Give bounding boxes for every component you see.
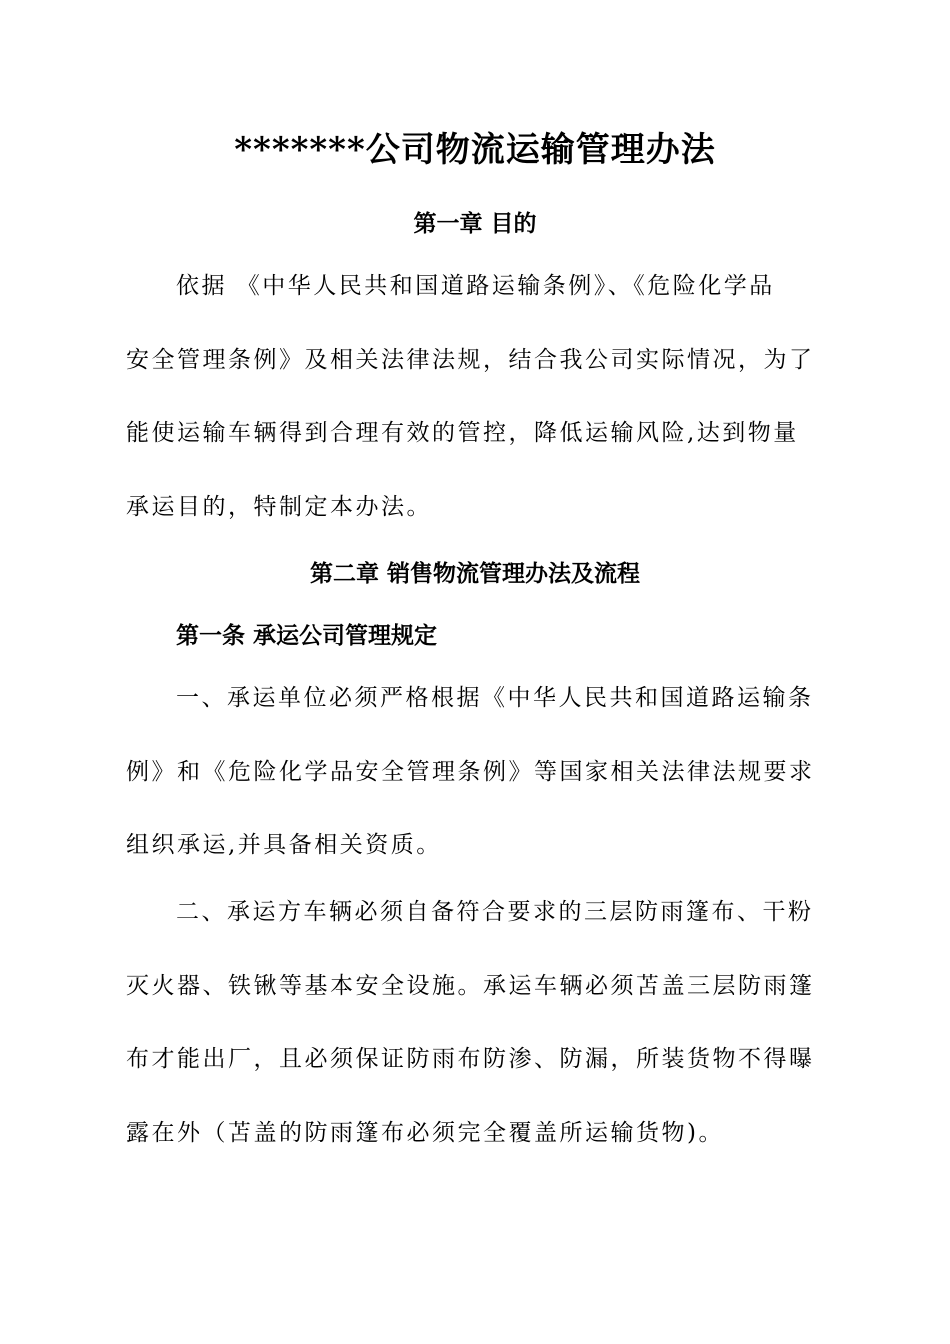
paragraph-line: 一、承运单位必须严格根据《中华人民共和国道路运输条 (176, 685, 814, 711)
paragraph-line: 二、承运方车辆必须自备符合要求的三层防雨篷布、干粉 (176, 899, 814, 925)
article-1-item-1 (126, 682, 816, 903)
chapter-1-paragraph (126, 270, 816, 564)
paragraph-line: 依据 《中华人民共和国道路运输条例》、《危险化学品 (176, 273, 775, 299)
paragraph-line: 组织承运,并具备相关资质。 (126, 832, 442, 858)
chapter-1-heading: 第一章 目的 (413, 210, 537, 237)
article-1-item-2 (126, 896, 816, 1190)
paragraph-line: 承运目的，特制定本办法。 (126, 493, 432, 520)
document-title: *******公司物流运输管理办法 (234, 130, 716, 170)
article-1-heading: 第一条 承运公司管理规定 (176, 622, 438, 649)
paragraph-line: 露在外（苫盖的防雨篷布必须完全覆盖所运输货物)。 (126, 1119, 724, 1146)
paragraph-line: 布才能出厂，且必须保证防雨布防渗、防漏，所装货物不得曝 (126, 1046, 815, 1072)
paragraph-line: 能使运输车辆得到合理有效的管控，降低运输风险,达到物量 (126, 420, 799, 446)
paragraph-line: 灭火器、铁锹等基本安全设施。承运车辆必须苫盖三层防雨篷 (126, 972, 815, 999)
paragraph-line: 安全管理条例》及相关法律法规，结合我公司实际情况，为了 (126, 346, 815, 373)
paragraph-line: 例》和《危险化学品安全管理条例》等国家相关法律法规要求 (126, 758, 815, 785)
chapter-2-heading: 第二章 销售物流管理办法及流程 (309, 560, 640, 587)
